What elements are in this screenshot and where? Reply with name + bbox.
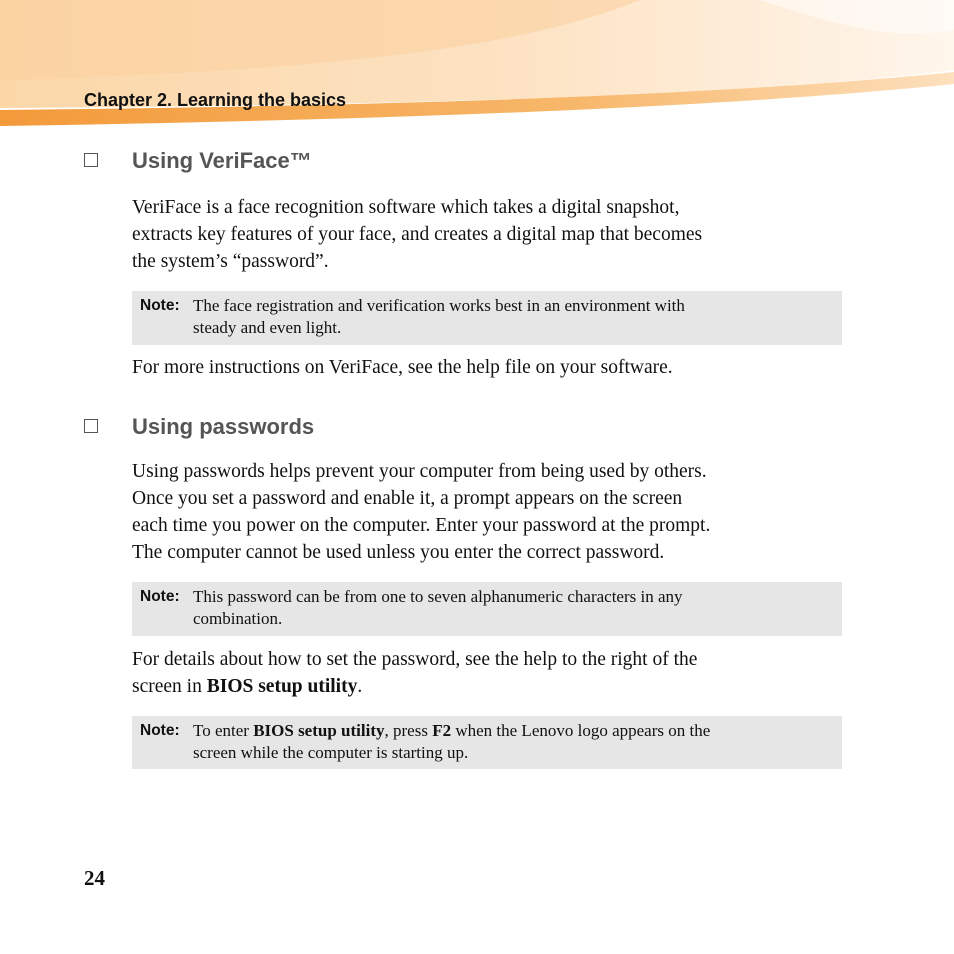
note-line: This password can be from one to seven alphanumeric characters in any bbox=[193, 587, 683, 606]
password-details-paragraph bbox=[132, 646, 852, 700]
square-bullet-icon bbox=[84, 419, 98, 433]
passwords-paragraph bbox=[132, 458, 852, 566]
page-number: 24 bbox=[84, 866, 105, 890]
veriface-instructions bbox=[132, 354, 852, 381]
paragraph-line: VeriFace is a face recognition software which takes a digital snapshot, bbox=[132, 197, 680, 218]
section-heading-veriface bbox=[84, 148, 312, 174]
paragraph-line: For details about how to set the password, see the help to the right of the bbox=[132, 649, 698, 670]
section-heading-passwords bbox=[84, 414, 314, 440]
text-run: when the Lenovo logo appears on the bbox=[451, 721, 711, 740]
paragraph-line: the system’s “password”. bbox=[132, 251, 329, 272]
paragraph-line: For more instructions on VeriFace, see the help file on your software. bbox=[132, 357, 673, 378]
note-label: Note: bbox=[140, 297, 180, 314]
bios-setup-utility-term: BIOS setup utility bbox=[253, 721, 385, 740]
note-label: Note: bbox=[140, 588, 180, 605]
note-box-veriface bbox=[132, 291, 842, 345]
section-heading-text: Using VeriFace™ bbox=[132, 148, 312, 173]
paragraph-line: Once you set a password and enable it, a prompt appears on the screen bbox=[132, 488, 683, 509]
paragraph-line: each time you power on the computer. Enter your password at the prompt. bbox=[132, 515, 711, 536]
note-box-bios bbox=[132, 716, 842, 769]
note-label: Note: bbox=[140, 722, 180, 739]
section-heading-text: Using passwords bbox=[132, 414, 315, 439]
paragraph-line: extracts key features of your face, and creates a digital map that becomes bbox=[132, 224, 703, 245]
note-line: The face registration and verification works best in an environment with bbox=[193, 296, 685, 315]
text-run: , press bbox=[384, 721, 433, 740]
note-line bbox=[193, 720, 834, 742]
note-box-password-length bbox=[132, 582, 842, 636]
text-run: . bbox=[357, 676, 363, 697]
note-line: screen while the computer is starting up. bbox=[193, 743, 469, 762]
veriface-paragraph bbox=[132, 194, 852, 275]
note-line: steady and even light. bbox=[193, 318, 342, 337]
text-run: To enter bbox=[193, 721, 254, 740]
paragraph-line: The computer cannot be used unless you enter the correct password. bbox=[132, 542, 665, 563]
bios-setup-utility-term: BIOS setup utility bbox=[206, 676, 358, 697]
text-run: screen in bbox=[132, 676, 207, 697]
f2-key-term: F2 bbox=[432, 721, 452, 740]
paragraph-line: Using passwords helps prevent your computer from being used by others. bbox=[132, 461, 707, 482]
chapter-title: Chapter 2. Learning the basics bbox=[84, 90, 347, 110]
paragraph-line bbox=[132, 673, 852, 700]
note-line: combination. bbox=[193, 609, 283, 628]
square-bullet-icon bbox=[84, 153, 98, 167]
